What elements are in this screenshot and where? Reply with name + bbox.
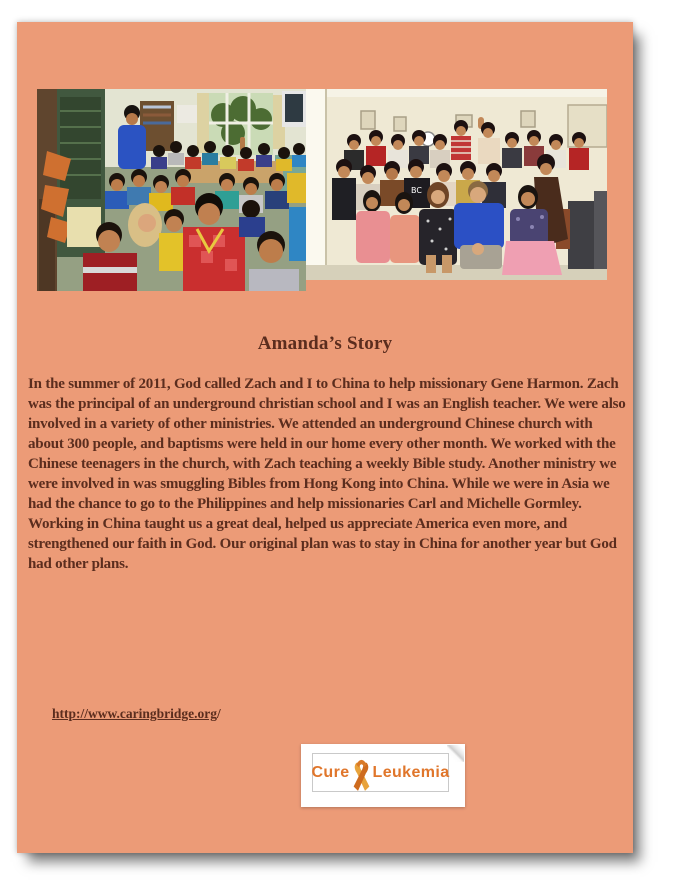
link-line: [52, 706, 221, 722]
page-title: Amanda’s Story: [257, 333, 393, 354]
logo-word-cure: Cure: [311, 763, 350, 781]
group-adults-photo: [306, 89, 607, 280]
link-suffix: /: [217, 706, 221, 721]
page: [17, 22, 633, 853]
caringbridge-link[interactable]: http://www.caringbridge.org: [52, 706, 217, 721]
svg-text:BC: BC: [411, 186, 422, 195]
cure-leukemia-logo: [301, 744, 465, 807]
classroom-children-photo: [37, 89, 306, 291]
story-paragraph: In the summer of 2011, God called Zach and I to China to help missionary Gene Harmon. Zach was the principal of an underground christian school and I was an English teacher. We were also involved in a variety of other ministries. We attended an underground Chinese church with about 300 people, and baptisms were held in our home every other month. We worked with the Chinese teenagers in the church, with Zach teaching a weekly Bible study. Another ministry we were involved in was smuggling Bibles from Hong Kong into China. While we were in Asia we had the chance to go to the Philippines and help missionaries Carl and Michelle Gormley. Working in China taught us a great deal, helped us appreciate America even more, and strengthened our faith in God. Our original plan was to stay in China for another year but God had other plans.: [28, 376, 626, 572]
page-curl-icon: [447, 745, 464, 762]
logo-word-leukemia: Leukemia: [372, 763, 450, 781]
group-photo-graphic: [306, 89, 607, 280]
cure-leukemia-logo-inner: [312, 753, 449, 792]
awareness-ribbon-icon: [351, 756, 372, 796]
classroom-photo-graphic: [37, 89, 306, 291]
